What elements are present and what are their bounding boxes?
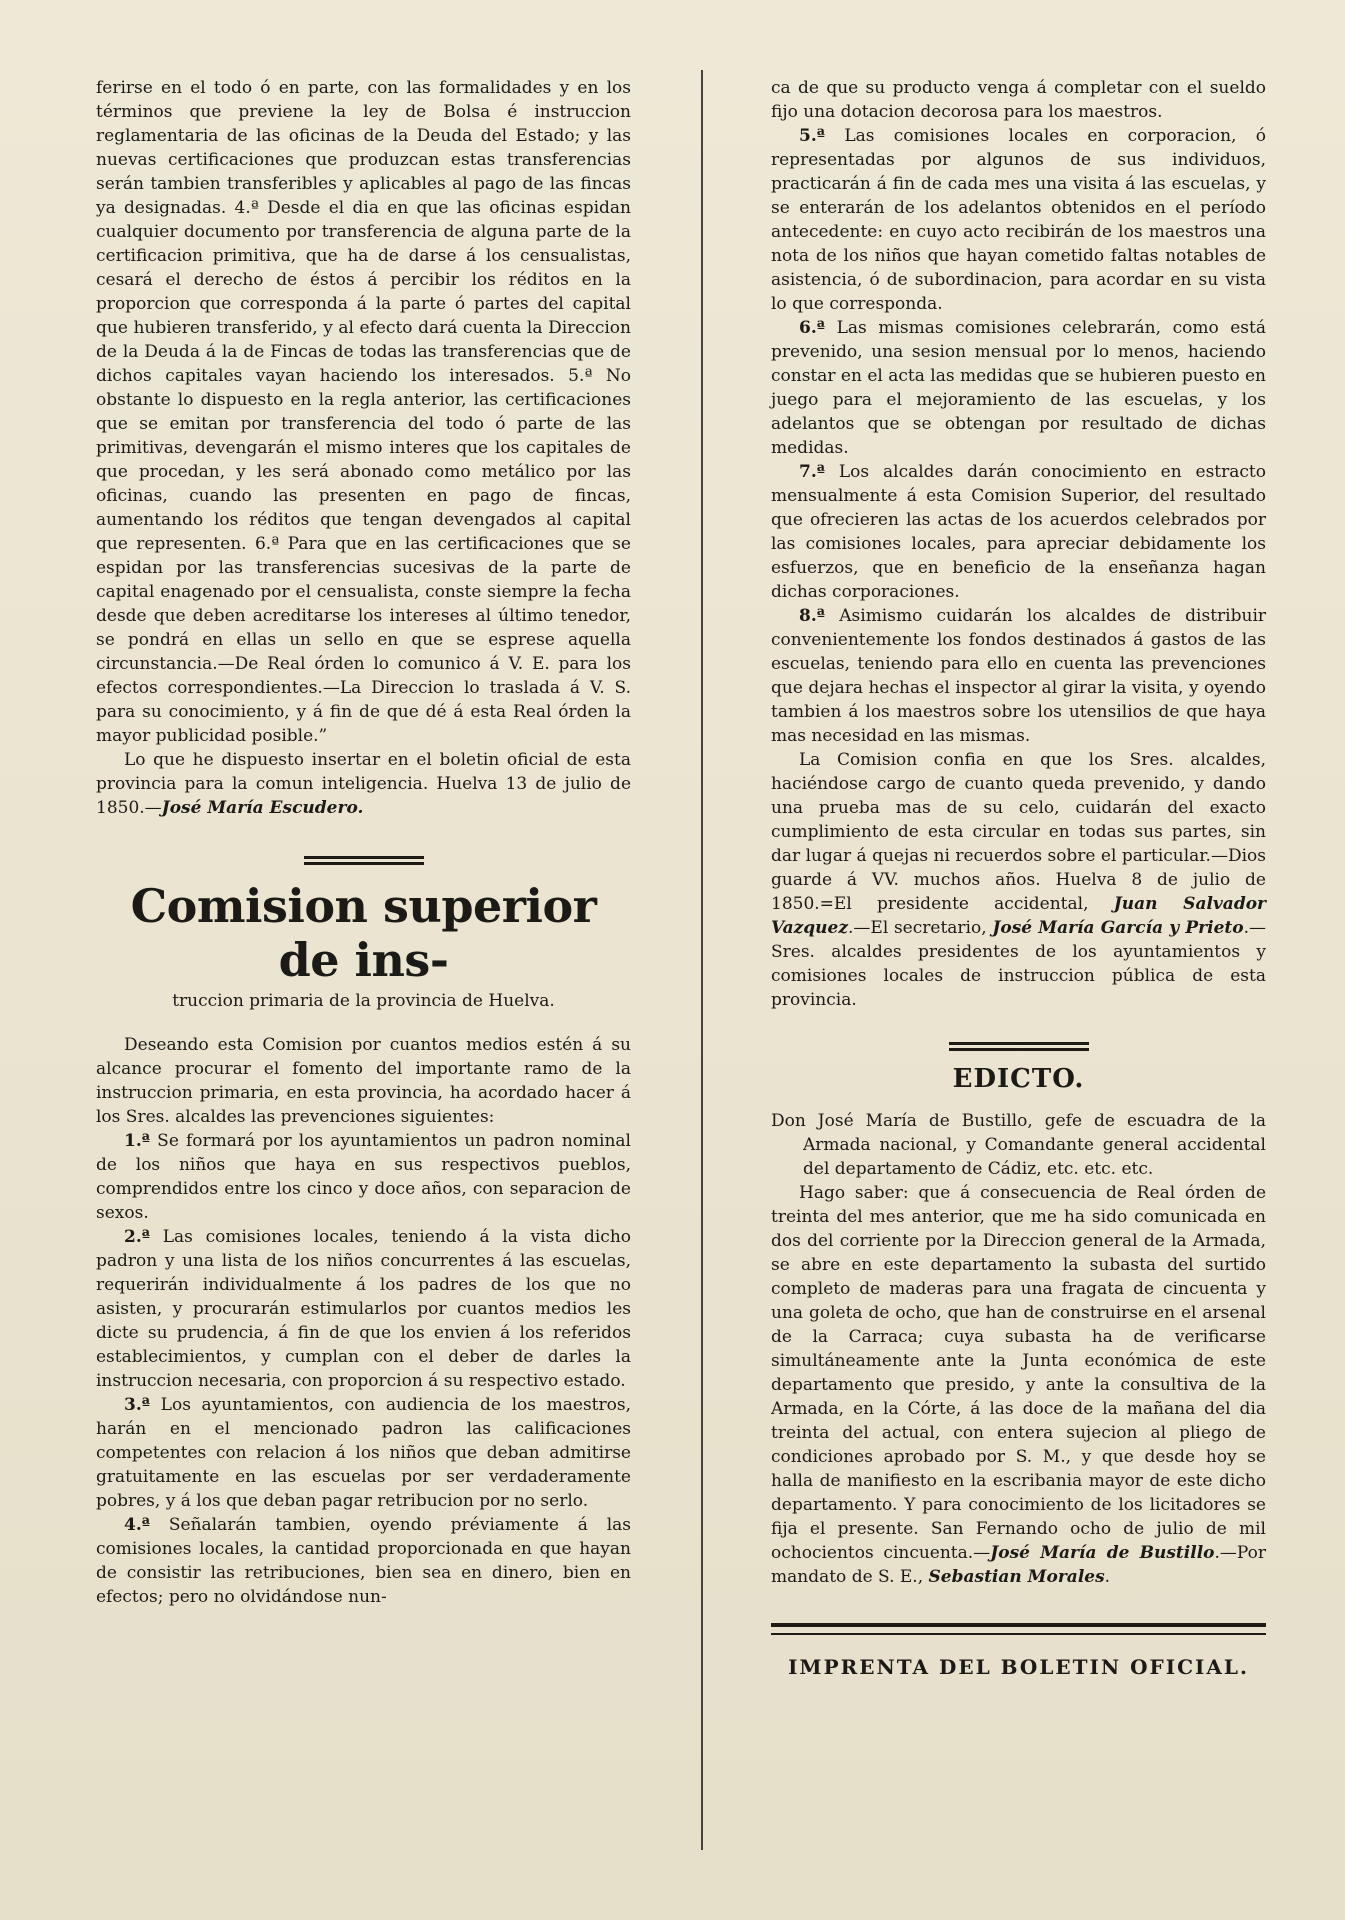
rule-number: 6.ª	[799, 318, 826, 338]
edicto-end: .	[1104, 1567, 1111, 1587]
section-separator	[304, 856, 424, 865]
rule-text: Los alcaldes darán conocimiento en estracto mensualmente á esta Comision Superior, del resultado que ofrecieren las actas de los acuerdos celebrados por las comisiones locales, para apreciar debidamente los esfuerzos, que en beneficio de la enseñanza hagan dichas corporaciones.	[771, 462, 1266, 602]
printer-imprint: IMPRENTA DEL BOLETIN OFICIAL.	[788, 1655, 1249, 1679]
rule-3	[96, 1393, 631, 1513]
rule-number: 2.ª	[124, 1227, 151, 1247]
rule-number: 3.ª	[124, 1395, 151, 1415]
rule-2	[96, 1225, 631, 1393]
signature-garcia: José María García y Prieto	[992, 918, 1244, 938]
rule-number: 7.ª	[799, 462, 826, 482]
insertion-text: Lo que he dispuesto insertar en el boletin oficial de esta provincia para la comun inteligencia. Huelva 13 de julio de 1850.—	[96, 750, 631, 818]
rule-4	[96, 1513, 631, 1609]
intro-paragraph: Deseando esta Comision por cuantos medios estén á su alcance procurar el fomento del importante ramo de la instruccion primaria, en esta provincia, ha acordado hacer á los Sres. alcaldes las prevenciones siguientes:	[96, 1035, 631, 1127]
closing-paragraph	[771, 748, 1266, 1012]
rule-text: Asimismo cuidarán los alcaldes de distribuir convenientemente los fondos destinados á gastos de las escuelas, teniendo para ello en cuenta las prevenciones que dejara hechas el inspector al girar la visita, y oyendo tambien á los maestros sobre los utensilios de que haya mas necesidad en las mismas.	[771, 606, 1267, 746]
edicto-title: EDICTO.	[952, 1064, 1085, 1094]
closing-text: La Comision confia en que los Sres. alcaldes, haciéndose cargo de cuanto queda prevenido, y dando una prueba mas de su celo, cuidarán del exacto cumplimiento de esta circular en todas sus partes, sin dar lugar á quejas ni recuerdos sobre el particular.—Dios guarde á VV. muchos años. Huelva 8 de julio de 1850.=El presidente accidental,	[771, 750, 1266, 914]
rule-text: Las comisiones locales, teniendo á la vista dicho padron y una lista de los niños concurrentes á las escuelas, requerirán individualmente á los padres de los que no asisten, y procurarán estimularlos por cuantos medios les dicte su prudencia, á fin de que los envien á los referidos establecimientos, y cumplan con el deber de darles la instruccion necesaria, con proporcion á su respectivo estado.	[96, 1227, 631, 1391]
rule-number: 1.ª	[124, 1131, 151, 1151]
rule-4-continued: ca de que su producto venga á completar con el sueldo fijo una dotacion decorosa para los maestros.	[771, 78, 1266, 122]
insertion-paragraph	[96, 748, 631, 820]
rule-text: Las comisiones locales en corporacion, ó representadas por algunos de sus individuos, practicarán á fin de cada mes una visita á las escuelas, y se enterarán de los adelantos obtenidos en el período antecedente: en cuyo acto recibirán de los maestros una nota de los niños que hayan cometido faltas notables de asistencia, ó de subordinacion, para acordar en su vista lo que corresponda.	[771, 126, 1266, 314]
continued-paragraph: ferirse en el todo ó en parte, con las formalidades y en los términos que previene la ley de Bolsa é instruccion reglamentaria de las oficinas de la Deuda del Estado; y las nuevas certificaciones que produzcan estas transferencias serán tambien transferibles y aplicables al pago de las fincas ya designadas. 4.ª Desde el dia en que las oficinas espidan cualquier documento por transferencia de alguna parte de la certificacion primitiva, que ha de darse á los censualistas, cesará el derecho de éstos á percibir los réditos en la proporcion que corresponda á la parte ó partes del capital que hubieren transferido, y al efecto dará cuenta la Direccion de la Deuda á la de Fincas de todas las transferencias que de dichos capitales vayan haciendo los interesados. 5.ª No obstante lo dispuesto en la regla anterior, las certificaciones que se emitan por transferencia del todo ó parte de las primitivas, devengarán el mismo interes que los capitales de que procedan, y les será abonado como metálico por las oficinas, cuando las presenten en pago de fincas, aumentando los réditos que tengan devengados al capital que representen. 6.ª Para que en las certificaciones que se espidan por las transferencias sucesivas de la parte de capital enagenado por el censualista, conste siempre la fecha desde que deben acreditarse los intereses al último tenedor, se pondrá en ellas un sello en que se esprese aquella circunstancia.—De Real órden lo comunico á V. E. para los efectos correspondientes.—La Direccion lo traslada á V. S. para su conocimiento, y á fin de que dé á esta Real órden la mayor publicidad posible.”	[96, 78, 631, 746]
rule-8	[771, 604, 1266, 748]
rule-number: 8.ª	[799, 606, 826, 626]
signature-vazquez: Juan Salvador Vazquez	[771, 894, 1266, 938]
rule-7	[771, 460, 1266, 604]
edicto-text: Hago saber: que á consecuencia de Real órden de treinta del mes anterior, que me ha sido comunicada en dos del corriente por la Direccion general de la Armada, se abre en este departamento la subasta del surtido completo de maderas para una fragata de cincuenta y una goleta de ocho, que han de construirse en el arsenal de la Carraca; cuya subasta ha de verificarse simultáneamente ante la Junta económica de este departamento que presido, y ante la consultiva de la Armada, en la Córte, á las doce de la mañana del dia treinta del actual, con entera sujecion al pliego de condiciones aprobado por S. M., y que desde hoy se halla de manifiesto en la escribania mayor de este dicho departamento. Y para conocimiento de los licitadores se fija el presente. San Fernando ocho de julio de mil ochocientos cincuenta.—	[771, 1183, 1266, 1563]
rule-text: Las mismas comisiones celebrarán, como está prevenido, una sesion mensual por lo menos, haciendo constar en el acta las medidas que se hubieren puesto en juego para el mejoramiento de las escuelas, y los adelantos que se obtengan por resultado de dichas medidas.	[771, 318, 1267, 458]
signature-escudero: José María Escudero.	[161, 798, 364, 818]
section-title: Comision superior de ins-	[130, 879, 597, 987]
edicto-body	[771, 1181, 1266, 1589]
rule-text: Los ayuntamientos, con audiencia de los maestros, harán en el mencionado padron las calificaciones competentes con relacion á los niños que deban admitirse gratuitamente en las escuelas por ser verdaderamente pobres, y á los que deban pagar retribucion por no serlo.	[96, 1395, 631, 1511]
rule-1	[96, 1129, 631, 1225]
rule-text: Se formará por los ayuntamientos un padron nominal de los niños que haya en sus respectivos pueblos, comprendidos entre los cinco y doce años, con separacion de sexos.	[96, 1131, 631, 1223]
rule-6	[771, 316, 1266, 460]
closing-mid: .—El secretario,	[848, 918, 987, 938]
footer-rule	[771, 1623, 1266, 1635]
closing-end: .—Sres. alcaldes presidentes de los ayuntamientos y comisiones locales de instruccion pública de esta provincia.	[771, 918, 1266, 1010]
section-separator	[949, 1042, 1089, 1051]
rule-number: 5.ª	[799, 126, 826, 146]
edicto-heading: Don José María de Bustillo, gefe de escuadra de la Armada nacional, y Comandante general accidental del departamento de Cádiz, etc. etc. etc.	[771, 1111, 1266, 1179]
section-subtitle: truccion primaria de la provincia de Huelva.	[172, 991, 555, 1011]
column-divider	[701, 70, 703, 1850]
signature-bustillo: José María de Bustillo	[990, 1543, 1215, 1563]
rule-number: 4.ª	[124, 1515, 151, 1535]
rule-5	[771, 124, 1266, 316]
signature-morales: Sebastian Morales	[928, 1567, 1105, 1587]
left-column	[96, 76, 631, 1609]
edicto-mid: .—Por mandato de S. E.,	[771, 1543, 1267, 1587]
rule-text: Señalarán tambien, oyendo préviamente á las comisiones locales, la cantidad proporcionada en que hayan de consistir las retribuciones, bien sea en dinero, bien en efectos; pero no olvidándose nun-	[96, 1515, 632, 1607]
right-column	[771, 76, 1266, 1679]
